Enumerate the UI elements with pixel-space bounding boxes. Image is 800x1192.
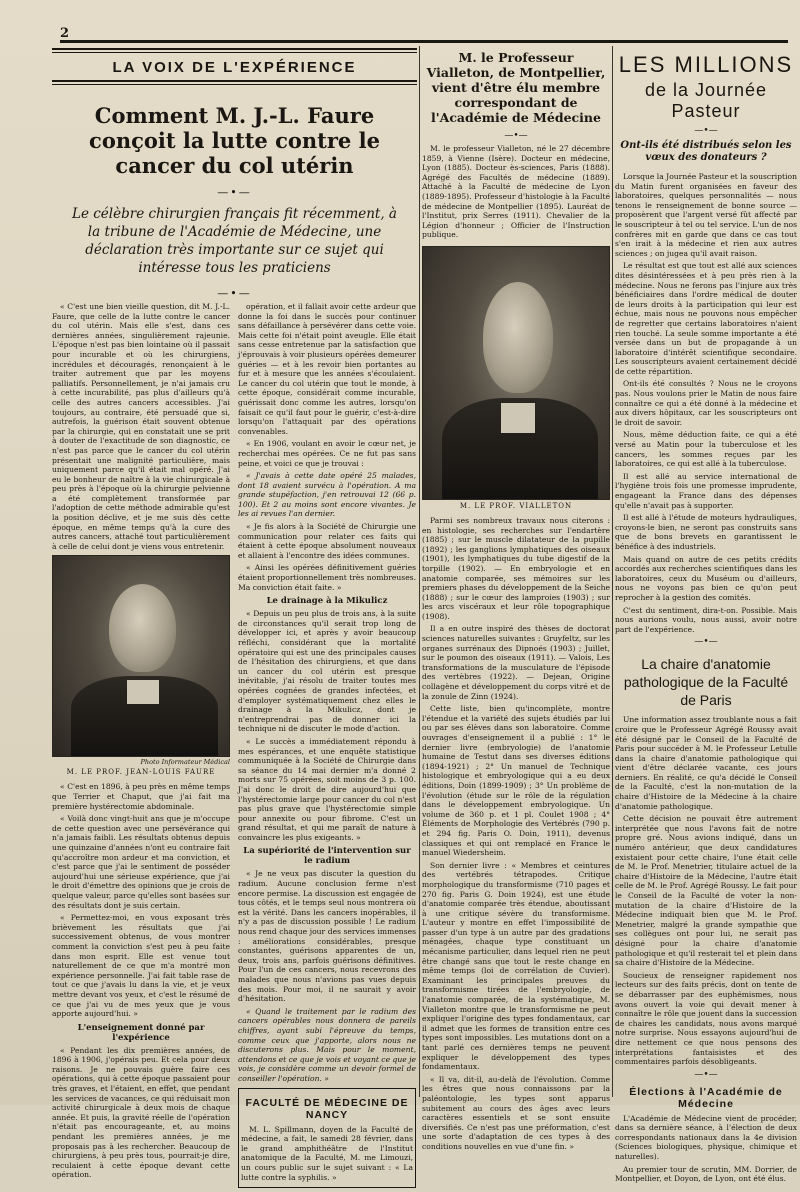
article-headline: M. le Professeur Vialleton, de Montpellier, vient d'être élu membre correspondant de l'Académie de Médecine bbox=[426, 50, 606, 125]
portrait-photo-vialleton bbox=[422, 246, 610, 500]
paragraph: L'Académie de Médecine vient de procéder, dans sa dernière séance, à l'élection de deux correspondants nationaux dans la 4e division (Sciences biologiques, physique, chimique et naturelles). bbox=[615, 1113, 797, 1162]
paragraph: « Depuis un peu plus de trois ans, à la suite de circonstances qu'il serait trop long de développer ici, et après y avoir beaucoup réfléchi, considérant que la mortalité opératoire qui est une des principales causes de l'hésitation des chirurgiens, et que dans un cancer du col utérin est presque inévitable, j'ai résolu de traiter toutes mes opérées cognées de grandes infectées, et d'employer systématiquement chez elles le drainage à la Mikulicz, dont je n'entreprendrai pas de donner ici la technique ni de discuter le mode d'action. bbox=[238, 609, 416, 734]
section-kicker: LA VOIX DE L'EXPÉRIENCE bbox=[112, 59, 357, 76]
paragraph: « Quand le traitement par le radium des cancers opérables nous donnera de pareils chiffres, ayant subi l'épreuve du temps, comme ceux que j'apporte, alors nous ne discuterons plus. Mais pour le moment, attendons et ce que je vois et voyant ce que je vois, je considère comme un devoir formel de conseiller l'opération. » bbox=[238, 1006, 416, 1083]
portrait-photo-faure bbox=[52, 555, 230, 757]
paragraph: Le résultat est que tout est allé aux sciences dites désintéressées et à peu près rien à la médecine. Nous ne ferons pas l'injure aux très bénéficiaires dans l'ordre médical de douter de leurs droits à la participation qui leur est échue, mais nous ne pouvons nous empêcher de regretter que certains laboratoires n'aient rien touché. La seule somme importante a été versée dans un but de propagande à un laboratoire d'intérêt scientifique secondaire. Les souscripteurs avaient certainement décidé de cette répartition. bbox=[615, 261, 797, 376]
article-headline: Comment M. J.-L. Faure conçoit la lutte contre le cancer du col utérin bbox=[89, 103, 380, 178]
news-brief-box bbox=[238, 1088, 416, 1189]
paragraph: « C'est une bien vieille question, dit M. J.-L. Faure, que celle de la lutte contre le cancer du col utérin. Mais elle s'est, dans ces dernières années, singulièrement rajeunie. L'époque n'est pas bien lointaine où il passait pour incurable et où les chirurgiens, incrédules et découragés, renonçaient à le traiter autrement que par les moyens palliatifs. Personnellement, je n'ai jamais cru à cette incurabilité, pas plus d'ailleurs qu'à celle des autres cancers accessibles. J'ai toujours, au contraire, été persuadé que si, autrefois, la guérison était souvent obtenue par la chirurgie, qui en constatait une se prit à douter de l'exactitude de son diagnostic, ce n'est pas parce que le cancer du col utérin présentait une malignité particulière, mais uniquement parce qu'il était mal opéré. J'ai eu le bonheur de naître à la vie chirurgicale à peu près à l'époque où la chirurgie pelvienne a été complètement transformée par l'adoption de cette méthode admirable qu'est la position déclive, et je me suis dès cette époque, en même temps qu'à la cure des autres cancers, attaché tout particulièrement à celle de celui dont je viens vous entretenir. bbox=[52, 302, 230, 551]
paragraph: Parmi ses nombreux travaux nous citerons : en histologie, ses recherches sur l'endartère (1885) ; sur le muscle dilatateur de la pupille (1892) ; les ganglions lymphatiques des oiseaux (1901), les lymphatiques du tube digestif de la torpille (1902). — En embryologie et en anatomie comparée, ses mémoires sur les premiers phases du développement de la Seiche (1888) ; sur le cœur des lamproies (1903) ; sur les arcs viscéraux et leur rôle topographique (1908). bbox=[422, 515, 610, 621]
ornament-divider: —•— bbox=[694, 1069, 718, 1080]
paragraph: Son dernier livre : « Membres et ceintures des vertébrés tétrapodes. Critique morphologique du transformisme (710 pages et 270 fig. Paris G. Doin 1924), est une étude d'anatomie comparée très étendue, aboutissant à une critique sévère du transformisme. L'auteur y montre en effet l'impossibilité de passer d'un type à un autre par des gradations ménagées, chaque type constituant un mécanisme particulier, dans lequel rien ne peut être changé sans que tout le reste change en même temps (loi de corrélation de Cuvier). Examinant les principales preuves du transformisme tirées de l'embryologie, de l'anatomie comparée, de la systématique, M. Vialleton montre que le transformisme ne peut expliquer l'origine des types fondamentaux, car il admet que les formes de transition entre ces types sont impossibles. Les mutations dont on a tant parlé ces dernières temps ne peuvent expliquer le développement des types fondamentaux. bbox=[422, 860, 610, 1072]
page-number: 2 bbox=[60, 26, 70, 41]
paragraph: C'est du sentiment, dira-t-on. Possible. Mais nous aurions voulu, nous aussi, avoir notre part de l'expérience. bbox=[615, 605, 797, 634]
paragraph: « Je ne veux pas discuter la question du radium. Aucune conclusion ferme n'est encore permise. La discussion est engagée de tous côtés, et le temps seul nous montrera où est la vérité. Dans les cancers inopérables, il n'y a pas de discussion possible ! Le radium nous rend chaque jour des services immenses : améliorations considérables, presque constantes, guérisons apparentes de un, deux, trois ans, parfois guérisons définitives. Pour l'un de ces cancers, nous recevrons des malades que nous n'avions pas vues depuis des mois. Pour moi, il ne saurait y avoir d'hésitation. bbox=[238, 869, 416, 1004]
column-divider bbox=[612, 46, 613, 1097]
double-rule bbox=[52, 80, 417, 85]
photo-credit: Photo Informateur Médical bbox=[140, 758, 230, 767]
paragraph: Soucieux de renseigner rapidement nos lecteurs sur des faits précis, dont on tente de se débarrasser par des euphémismes, nous avons ouvert la voie qui devait mener à connaître le rôle que jouent dans la succession de chaires les candidats, nous avons marqué notre surprise. Nous essayons aujourd'hui de dire nettement ce que nous pensons des interprétations fantaisistes et des commentaires parfois désobligeants. bbox=[615, 970, 797, 1067]
subcolumn-right bbox=[238, 302, 416, 1192]
subheading: La supériorité de l'intervention sur le radium bbox=[243, 846, 411, 867]
paragraph: « Je fis alors à la Société de Chirurgie une communication pour relater ces faits qui étaient à cette époque absolument nouveaux et allaient à l'encontre des idées communes. bbox=[238, 522, 416, 560]
subcolumn-left bbox=[52, 302, 230, 1192]
photo-caption: M. LE PROF. JEAN-LOUIS FAURE bbox=[66, 768, 216, 777]
paragraph: Au premier tour de scrutin, MM. Dorrier, de Montpellier, et Doyon, de Lyon, ont été élus. bbox=[615, 1164, 797, 1184]
article-deck: Ont-ils été distribués selon les vœux des donateurs ? bbox=[620, 140, 792, 163]
paragraph: « Le succès a immédiatement répondu à mes espérances, et une enquête statistique communiquée à la Société de Chirurgie dans sa séance du 14 mai dernier m'a donné 2 morts sur 75 opérées, soit moins de 3 p. 100. J'ai donc le droit de dire aujourd'hui que l'hystérectomie large pour cancer du col n'est pas plus grave que l'hystérectomie simple pour annexite ou pour fibrome. C'est un grand résultat, et qui me paraît de nature à convaincre les plus exigeants. » bbox=[238, 736, 416, 842]
double-rule bbox=[52, 48, 417, 53]
article-headline: Élections à l'Académie de Médecine bbox=[629, 1085, 783, 1110]
paragraph: M. L. Spillmann, doyen de la Faculté de médecine, a fait, le samedi 28 février, dans le grand amphithéâtre de l'Institut anatomique de la Faculté, M. me Limouzi, un cours public sur le sujet suivant : « La lutte contre la syphilis. » bbox=[241, 1124, 413, 1182]
paragraph: Nous, même déduction faite, ce qui a été versé au Matin pour la tuberculose et les cancers, les sommes reçues par les laboratoires, ce qui est allé à la tuberculose. bbox=[615, 430, 797, 469]
paragraph: Cette liste, bien qu'incomplète, montre l'étendue et la variété des sujets étudiés par lui ou par ses élèves dans son laboratoire. Comme ouvrages d'enseignement il a publié : 1° le dernier livre (embryologie) de l'anatomie humaine de Testut dans ses diverses éditions (1894-1921) ; 2° Un manuel de Technique histologique et embryologique qui a eu deux éditions, Doin (1899-1909) ; 3° Un problème de l'évolution (étude sur le rôle de la régulation dans le développement embryologique. Un volume de 360 p. et 1 pl. Coulet 1908 ; 4° Éléments de Morphologie des Vertébrés (790 p. et 294 fig. Paris O. Doin, 1911), devenus classiques et qui ont remplacé en France le manuel Wiedersheim. bbox=[422, 704, 610, 858]
brief-title: FACULTÉ DE MÉDECINE DE NANCY bbox=[245, 1096, 409, 1121]
paragraph: Il est allé au service international de l'hygiène trois fois une promesse imprudente, engageant la France dans des dépenses qu'elle n'avait pas à supporter. bbox=[615, 471, 797, 510]
paragraph: Mais quand on autre de ces petits crédits accordés aux recherches scientifiques dans les laboratoires, ceux du Muséum ou d'ailleurs, nous ne voyons pas bien ce qu'on peut reprocher à la gestion des comités. bbox=[615, 554, 797, 602]
paragraph: « Permettez-moi, en vous exposant très brièvement les résultats que j'ai successivement obtenus, de vous montrer comment la conviction s'est peu à peu faite dans mon esprit. Elle est venue tout naturellement de ce que m'a montré mon expérience personnelle. J'ai fait table rase de tout ce que j'avais lu dans la vie, et je veux mettre devant vos yeux, et c'est le résumé de ce que j'ai vu de mes yeux que je vous apporte aujourd'hui. » bbox=[52, 913, 230, 1019]
article-title-line2: de la Journée Pasteur bbox=[644, 80, 768, 121]
paragraph: Lorsque la Journée Pasteur et la souscription du Matin furent organisées en faveur des laboratoires, quelques personnalités — nous tenons le renseignement de bonne source — proposèrent que l'argent versé fût affecté par le souscripteur à tel ou tel service. L'un de nos confrères mit en garde que dans ce cas tout s'en irait à la médecine et rien aux autres sciences ; on jugea qu'il avait raison. bbox=[615, 172, 797, 258]
paragraph: Il a en outre inspiré des thèses de doctorat sciences naturelles suivantes : Gruyfeltz, sur les organes surrénaux des Dipnoés (1903) ; Juillet, sur le poumon des oiseaux (1911). — Valois, Les transformations de la musculature de l'épisode des vertèbres (1922). — Dejean, Origine collagène et développement du corps vitré et de la zonule de Zinn (1924). bbox=[422, 624, 610, 701]
photo-caption: M. LE PROF. VIALLETON bbox=[459, 501, 573, 510]
paragraph: « C'est en 1896, à peu près en même temps que Terrier et Chaput, que j'ai fait ma première hystérectomie abdominale. bbox=[52, 782, 230, 811]
paragraph: Il est allé à l'étude de moteurs hydrauliques, croyons-le bien, ne seront pas construits sans que de bons brevets en garantissent le bénéfice à des industriels. bbox=[615, 513, 797, 551]
paragraph: M. le professeur Vialleton, né le 27 décembre 1859, à Vienne (Isère). Docteur en médecine, Lyon (1885). Docteur ès-sciences, Paris (1888). Agrégé des Facultés de médecine (1889). Attaché à la Faculté de médecine de Lyon (1889-1895). Professeur d'histologie à la Faculté de médecine de Montpellier (1895). Lauréat de l'Institut, prix Serres (1911). Chevalier de la Légion d'honneur ; Officier de l'Instruction publique. bbox=[422, 144, 610, 240]
article-headline: La chaire d'anatomie pathologique de la Faculté de Paris bbox=[623, 656, 789, 709]
ornament-divider: —•— bbox=[217, 287, 252, 300]
paragraph: « Il va, dit-il, au-delà de l'évolution. Comme les êtres que nous connaissons par la paléontologie, les types sont apparus subitement au cours des âges avec leurs caractères essentiels et se sont ensuite diversifiés. Ce n'est pas une préformation, c'est une sorte d'adaptation de ces types à des conditions nouvelles en vue d'une fin. » bbox=[422, 1074, 610, 1151]
article-deck: Le célèbre chirurgien français fit récemment, à la tribune de l'Académie de Médecine, une déclaration très importante sur ce sujet qui intéresse tous les praticiens bbox=[72, 206, 397, 276]
paragraph: « Ainsi les opérées définitivement guéries étaient proportionnellement très nombreuses. Ma conviction était faite. » bbox=[238, 563, 416, 592]
subheading: L'enseignement donné par l'expérience bbox=[77, 1022, 205, 1043]
paragraph: « J'avais à cette date opéré 25 malades, dont 18 avaient survécu à l'opération. A ma grande stupéfaction, j'en retrouvai 12 (66 p. 100). Et 2 au moins sont encore vivantes. Je les ai revues l'an dernier. bbox=[238, 471, 416, 519]
ornament-divider: —•— bbox=[694, 126, 718, 136]
paragraph: « Voilà donc vingt-huit ans que je m'occupe de cette question avec une persévérance qui n'a jamais faibli. Les résultats obtenus depuis une quinzaine d'années n'ont eu contraire fait qu'accroître mon ardeur et ma conviction, et c'est parce que j'ai le sentiment de posséder aujourd'hui une sérieuse expérience, que j'ai le droit d'émettre des opinions que je crois de quelque valeur, parce qu'elles sont basées sur des résultats dont je suis certain. bbox=[52, 814, 230, 910]
column-right bbox=[615, 46, 797, 1184]
ornament-divider: —•— bbox=[217, 186, 252, 199]
article-title: LES MILLIONS bbox=[618, 52, 794, 77]
ornament-divider: —•— bbox=[694, 637, 718, 648]
column-divider bbox=[419, 46, 420, 1097]
paragraph: Une information assez troublante nous a fait croire que le Professeur Agrégé Roussy avait été désigné par le Conseil de la Faculté de Paris pour succéder à M. le Professeur Letulle dans la chaire d'anatomie pathologique qui vient d'être déclarée vacante, ces jours derniers. En réalité, ce qu'a décidé le Conseil de la Faculté, c'est la non-mutation de la chaire d'Histoire de la Médecine à la chaire d'anatomie pathologique. bbox=[615, 715, 797, 811]
paragraph: opération, et il fallait avoir cette ardeur que donne la foi dans le succès pour continuer sans défaillance à persévérer dans cette voie. Mais cette foi n'était point aveugle. Elle était sans cesse entretenue par la satisfaction que j'éprouvais à voir plusieurs opérées demeurer guéries — et à les revoir bien portantes au fur et à mesure que les années s'écoulaient. Le cancer du col utérin que tout le monde, à cette époque, considérait comme incurable, guérissait donc comme les autres, lorsqu'on faisait ce qu'il faut pour le guérir, c'est-à-dire lorsqu'on l'attaquait par des opérations convenables. bbox=[238, 302, 417, 436]
ornament-divider: —•— bbox=[504, 131, 528, 141]
paragraph: Ont-ils été consultés ? Nous ne le croyons pas. Nous voulons prier le Matin de nous faire connaître ce qui a été donné à la médecine et aux divers hôpitaux, car les souscripteurs ont le droit de savoir. bbox=[615, 379, 797, 427]
article-faure bbox=[52, 46, 417, 1182]
paragraph: Cette décision ne pouvait être autrement interprétée que nous l'avons fait de notre propre gré. Nous avions indiqué, dans un numéro antérieur, que deux candidatures existaient pour cette chaire, l'une était celle de M. le Prof. Menetrier, titulaire actuel de la chaire d'Histoire de la Médecine, l'autre était celle de M. le Prof. Agrégé Roussy. Le fait pour le Conseil de la Faculté de voter la non-mutation de la chaire d'Histoire de la Médecine indiquait bien que M. le Prof. Menetrier, malgré la grande sympathie que ses collègues ont pour lui, ne serait pas désigné pour la chaire d'anatomie pathologique et qu'il resterait tel et plein dans sa chaire d'Histoire de la Médecine. bbox=[615, 814, 797, 968]
article-vialleton bbox=[422, 46, 610, 1151]
top-rule bbox=[60, 40, 788, 43]
paragraph: « Pendant les dix premières années, de 1896 à 1906, j'opérais peu. Et cela pour deux raisons. Je ne pouvais guère faire ces opérations, qui à cette époque passaient pour très graves, et l'étaient, en effet, que pendant les services de vacances, ce qui réduisait mon activité chirurgicale à deux mois de chaque année. Et puis, la gravité réelle de l'opération n'était pas encourageante, et, au moins pendant les premières années, je me proposais pas à les rechercher. Beaucoup de chirurgiens, à peu près tous, pourrait-je dire, reculaient à cette époque devant cette opération. bbox=[52, 1045, 230, 1180]
subheading: Le drainage à la Mikulicz bbox=[266, 596, 388, 607]
paragraph: « En 1906, voulant en avoir le cœur net, je recherchai mes opérées. Ce ne fut pas sans peine, et voici ce que je trouvai : bbox=[238, 439, 416, 468]
